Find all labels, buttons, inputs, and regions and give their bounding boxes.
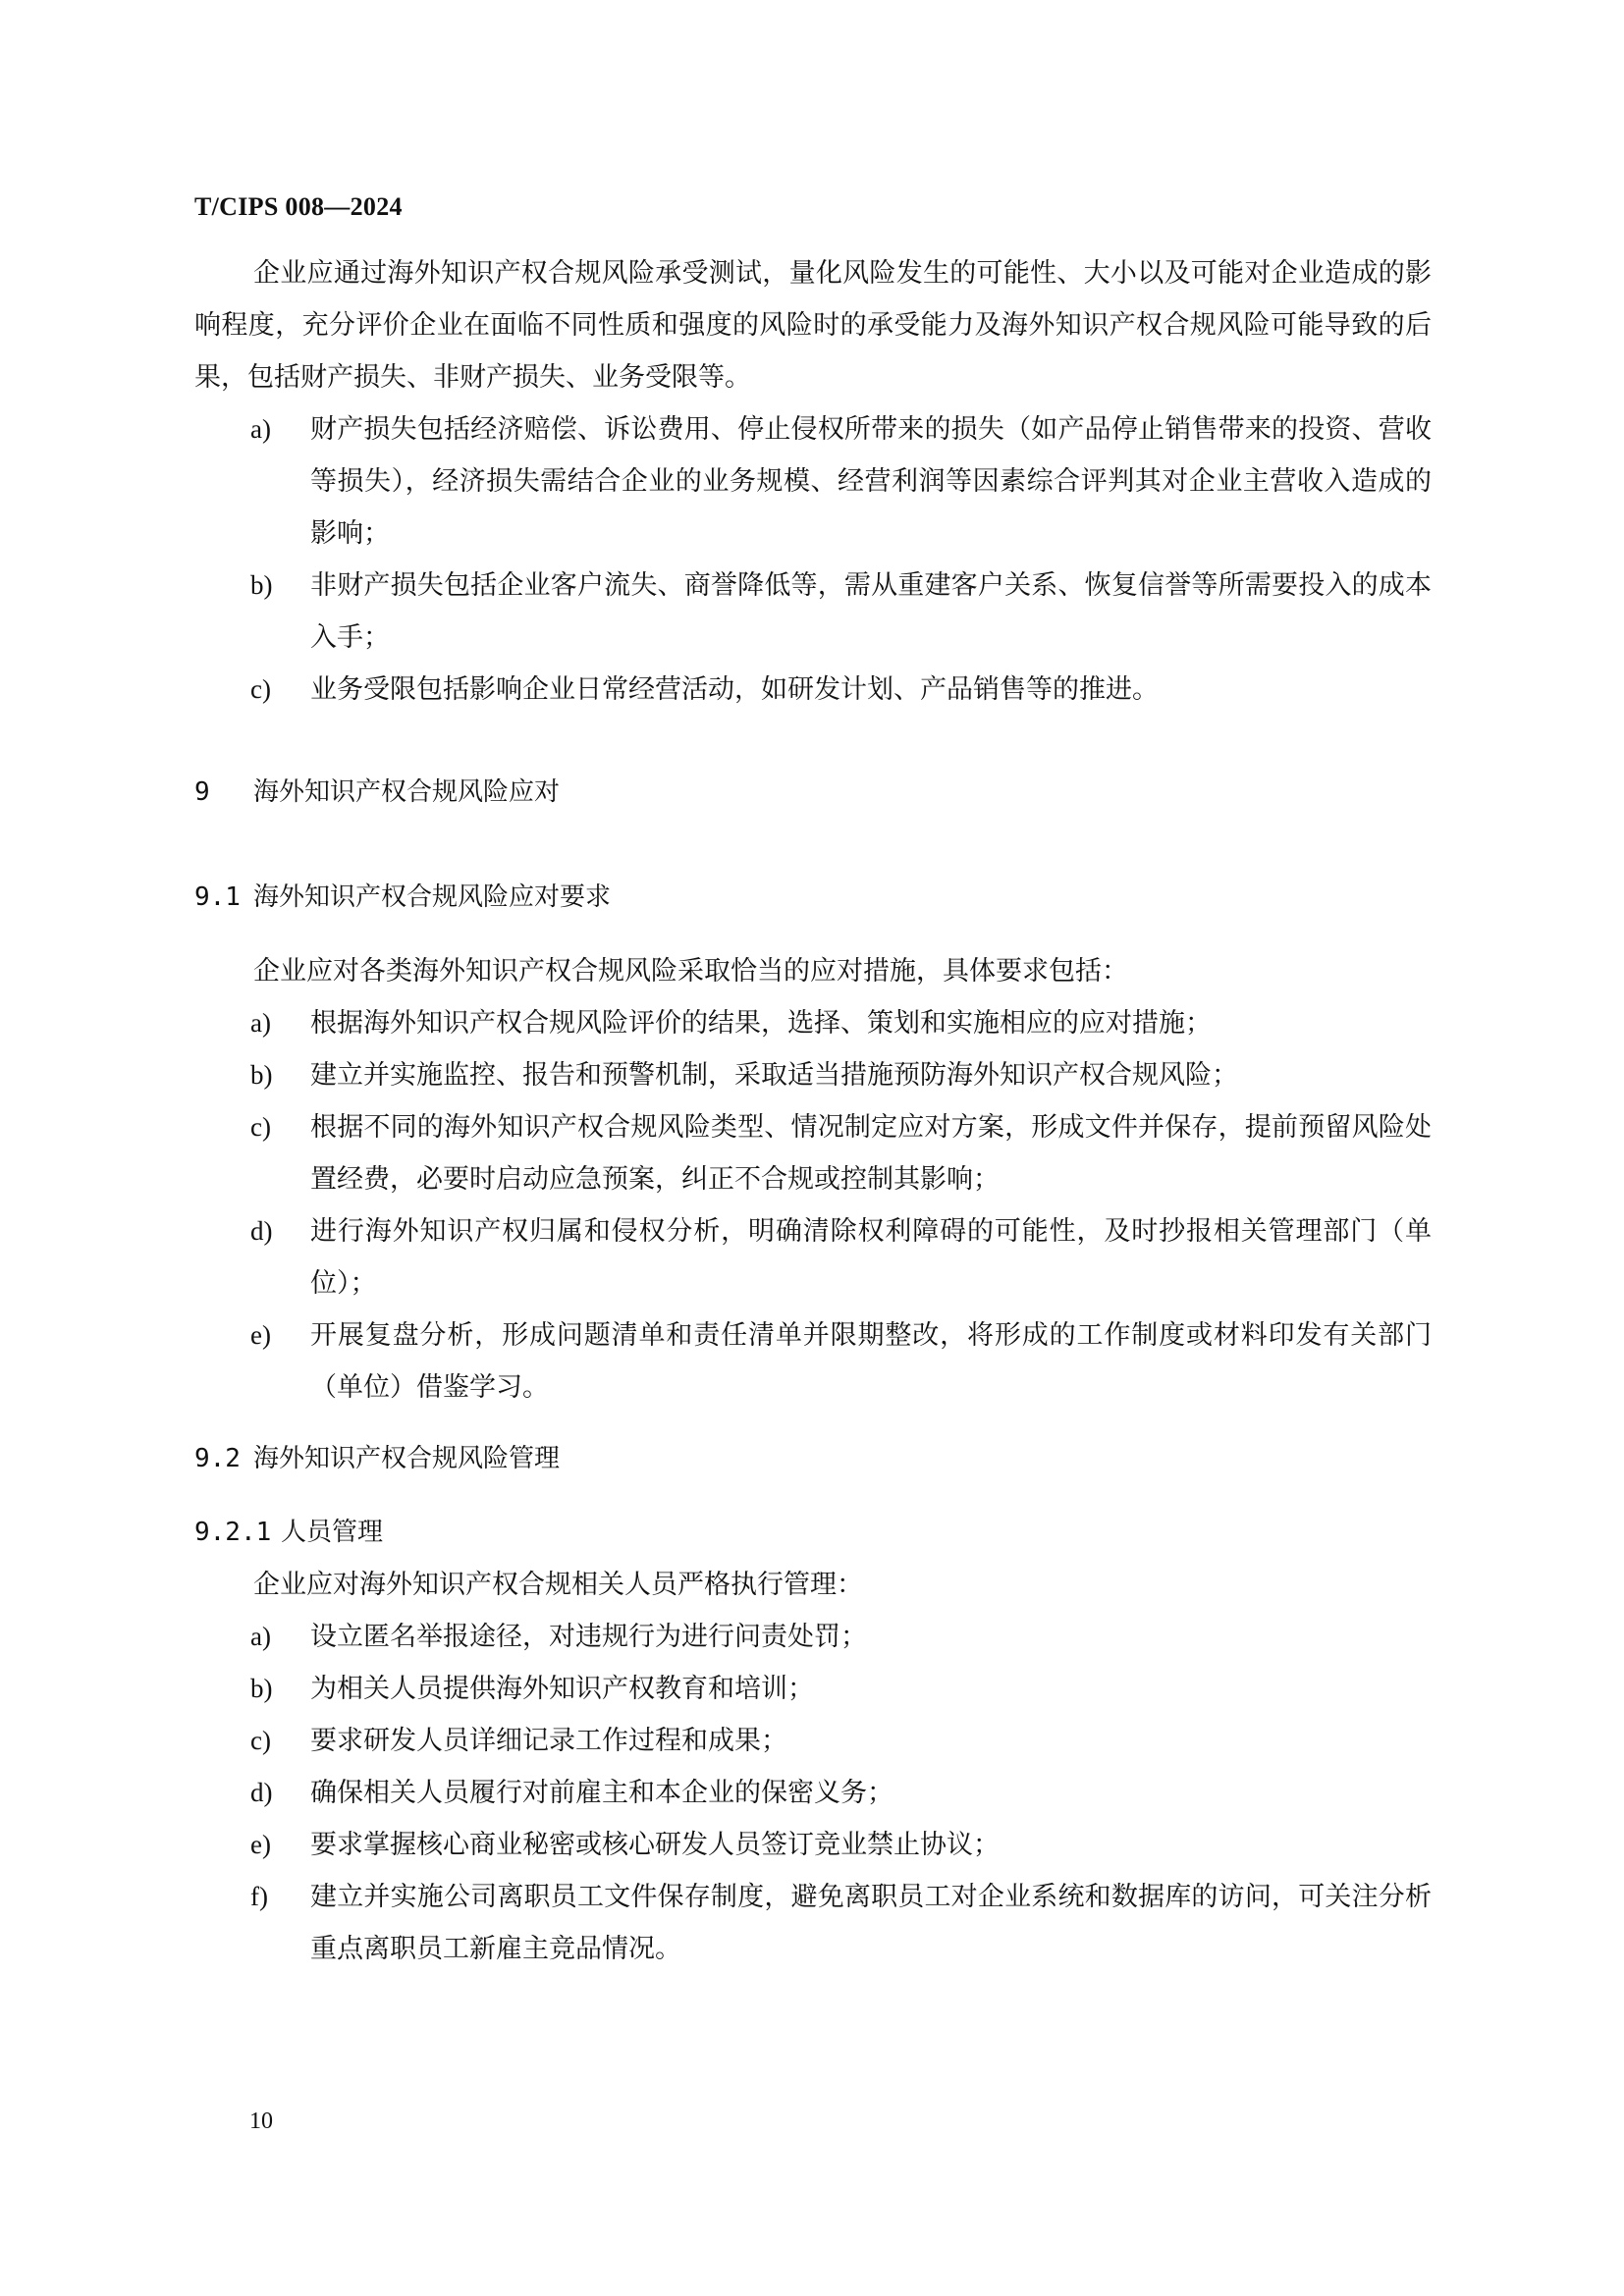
list-item-text: 业务受限包括影响企业日常经营活动，如研发计划、产品销售等的推进。 [310,674,1159,705]
list-item-marker: a) [250,1008,271,1038]
list-item-marker: d) [250,1216,273,1246]
list-item [194,403,1432,560]
list-item-text: 为相关人员提供海外知识产权教育和培训； [310,1674,814,1704]
list-item [194,1205,1432,1309]
list-item-text: 要求掌握核心商业秘密或核心研发人员签订竞业禁止协议； [310,1830,1000,1860]
section-9-1-paragraph: 企业应对各类海外知识产权合规风险采取恰当的应对措施，具体要求包括： [253,956,1128,987]
list-item [194,1819,1432,1871]
list-item [194,1663,1432,1715]
list-item [194,1049,1432,1101]
list-item-marker: c) [250,1726,271,1755]
list-item-marker: a) [250,1622,271,1651]
list-item-text: 根据不同的海外知识产权合规风险类型、情况制定应对方案，形成文件并保存，提前预留风险处置经费，必要时启动应急预案，纠正不合规或控制其影响； [310,1112,1432,1195]
list-item-text: 建立并实施公司离职员工文件保存制度，避免离职员工对企业系统和数据库的访问，可关注分析重点离职员工新雇主竞品情况。 [310,1882,1432,1964]
section-title: 海外知识产权合规风险应对 [253,777,561,807]
list-item-marker: a) [250,414,271,444]
page-content [194,247,1432,1975]
page-number: 10 [249,2109,273,2134]
section-9-2-1-paragraph: 企业应对海外知识产权合规相关人员严格执行管理： [253,1570,863,1600]
document-code: T/CIPS 008—2024 [194,192,403,221]
section-number: 9 [194,777,210,807]
list-item-text: 开展复盘分析，形成问题清单和责任清单并限期整改，将形成的工作制度或材料印发有关部门（单位）借鉴学习。 [310,1320,1432,1403]
list-item [194,1767,1432,1819]
list-item-marker: b) [250,1060,273,1090]
list-item-text: 确保相关人员履行对前雇主和本企业的保密义务； [310,1778,893,1808]
list-item [194,1101,1432,1205]
list-item-marker: c) [250,1112,271,1142]
list-item-marker: c) [250,674,271,704]
list-item [194,560,1432,664]
section-number: 9.1 [194,882,241,912]
list-item-marker: f) [250,1882,268,1911]
section-number: 9.2.1 [194,1518,272,1547]
list-item-text: 进行海外知识产权归属和侵权分析，明确清除权利障碍的可能性，及时抄报相关管理部门（单位）； [310,1216,1432,1299]
list-item-text: 非财产损失包括企业客户流失、商誉降低等，需从重建客户关系、恢复信誉等所需要投入的成本入手； [310,570,1432,653]
list-item-marker: e) [250,1830,271,1859]
list-item-text: 根据海外知识产权合规风险评价的结果，选择、策划和实施相应的应对措施； [310,1008,1212,1039]
list-item-text: 要求研发人员详细记录工作过程和成果； [310,1726,787,1756]
list-item [194,1871,1432,1975]
section-title: 海外知识产权合规风险应对要求 [253,882,612,912]
section-heading-9-2-1 [194,1507,1432,1559]
list-item-text: 建立并实施监控、报告和预警机制，采取适当措施预防海外知识产权合规风险； [310,1060,1238,1091]
section-heading-9-2 [194,1433,1432,1485]
section-heading-9 [194,767,1432,819]
list-item [194,1715,1432,1767]
intro-paragraph: 企业应通过海外知识产权合规风险承受测试，量化风险发生的可能性、大小以及可能对企业造成的影响程度，充分评价企业在面临不同性质和强度的风险时的承受能力及海外知识产权合规风险可能导致的后果，包括财产损失、非财产损失、业务受限等。 [194,258,1432,393]
list-item [194,1611,1432,1663]
list-item-text: 财产损失包括经济赔偿、诉讼费用、停止侵权所带来的损失（如产品停止销售带来的投资、营收等损失），经济损失需结合企业的业务规模、经营利润等因素综合评判其对企业主营收入造成的影响； [310,414,1432,549]
list-item-marker: e) [250,1320,271,1350]
list-item [194,997,1432,1049]
section-title: 海外知识产权合规风险管理 [253,1444,561,1473]
list-item [194,664,1432,716]
list-item [194,1309,1432,1414]
list-item-marker: d) [250,1778,273,1807]
section-number: 9.2 [194,1444,241,1473]
section-heading-9-1 [194,872,1432,924]
list-item-marker: b) [250,1674,273,1703]
section-title: 人员管理 [281,1518,384,1547]
list-item-marker: b) [250,570,273,600]
list-item-text: 设立匿名举报途径，对违规行为进行问责处罚； [310,1622,867,1652]
